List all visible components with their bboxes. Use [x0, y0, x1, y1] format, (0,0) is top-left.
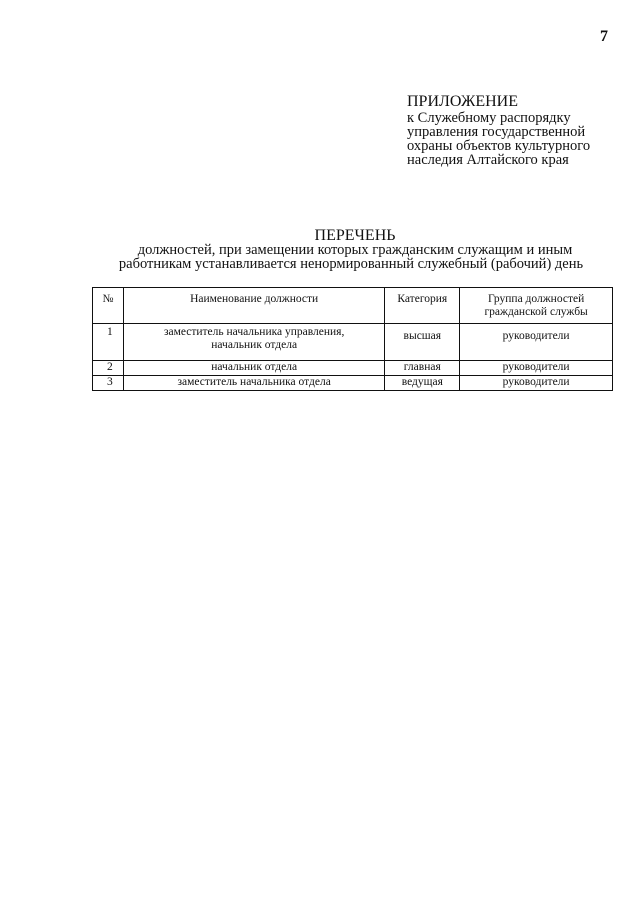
cell-name-line: начальник отдела — [211, 338, 298, 351]
cell-num: 3 — [93, 376, 124, 391]
table-header-row — [93, 288, 613, 324]
table-row — [93, 324, 613, 361]
cell-name-line: заместитель начальника управления, — [163, 326, 345, 338]
header-group-line: Группа должностей — [487, 293, 585, 305]
cell-name: заместитель начальника отдела — [123, 376, 384, 391]
cell-num: 1 — [93, 324, 124, 361]
cell-group: руководители — [460, 376, 613, 391]
heading-subtitle: работникам устанавливается ненормированный служебный (рабочий) день — [118, 256, 584, 272]
cell-name — [123, 324, 384, 361]
page-number: 7 — [600, 28, 608, 45]
cell-name: начальник отдела — [123, 361, 384, 376]
appendix-line: наследия Алтайского края — [407, 152, 569, 168]
cell-num: 2 — [93, 361, 124, 376]
header-category: Категория — [385, 288, 460, 324]
header-group — [460, 288, 613, 324]
header-group-line: гражданской службы — [484, 305, 588, 318]
appendix-block — [407, 95, 627, 167]
appendix-line: охраны объектов культурного — [407, 138, 591, 154]
cell-category: высшая — [385, 324, 460, 361]
appendix-line: к Служебному распорядку — [407, 110, 571, 126]
table-row — [93, 376, 613, 391]
header-name: Наименование должности — [123, 288, 384, 324]
header-num: № — [93, 288, 124, 324]
appendix-line: управления государственной — [407, 124, 586, 140]
cell-group: руководители — [460, 324, 613, 361]
appendix-title: ПРИЛОЖЕНИЕ — [407, 93, 519, 110]
table-row — [93, 361, 613, 376]
cell-group: руководители — [460, 361, 613, 376]
positions-table — [92, 287, 613, 391]
heading-title: ПЕРЕЧЕНЬ — [314, 227, 396, 244]
document-heading — [0, 229, 640, 271]
heading-subtitle: должностей, при замещении которых гражданским служащим и иным — [137, 242, 573, 258]
cell-category: ведущая — [385, 376, 460, 391]
cell-category: главная — [385, 361, 460, 376]
